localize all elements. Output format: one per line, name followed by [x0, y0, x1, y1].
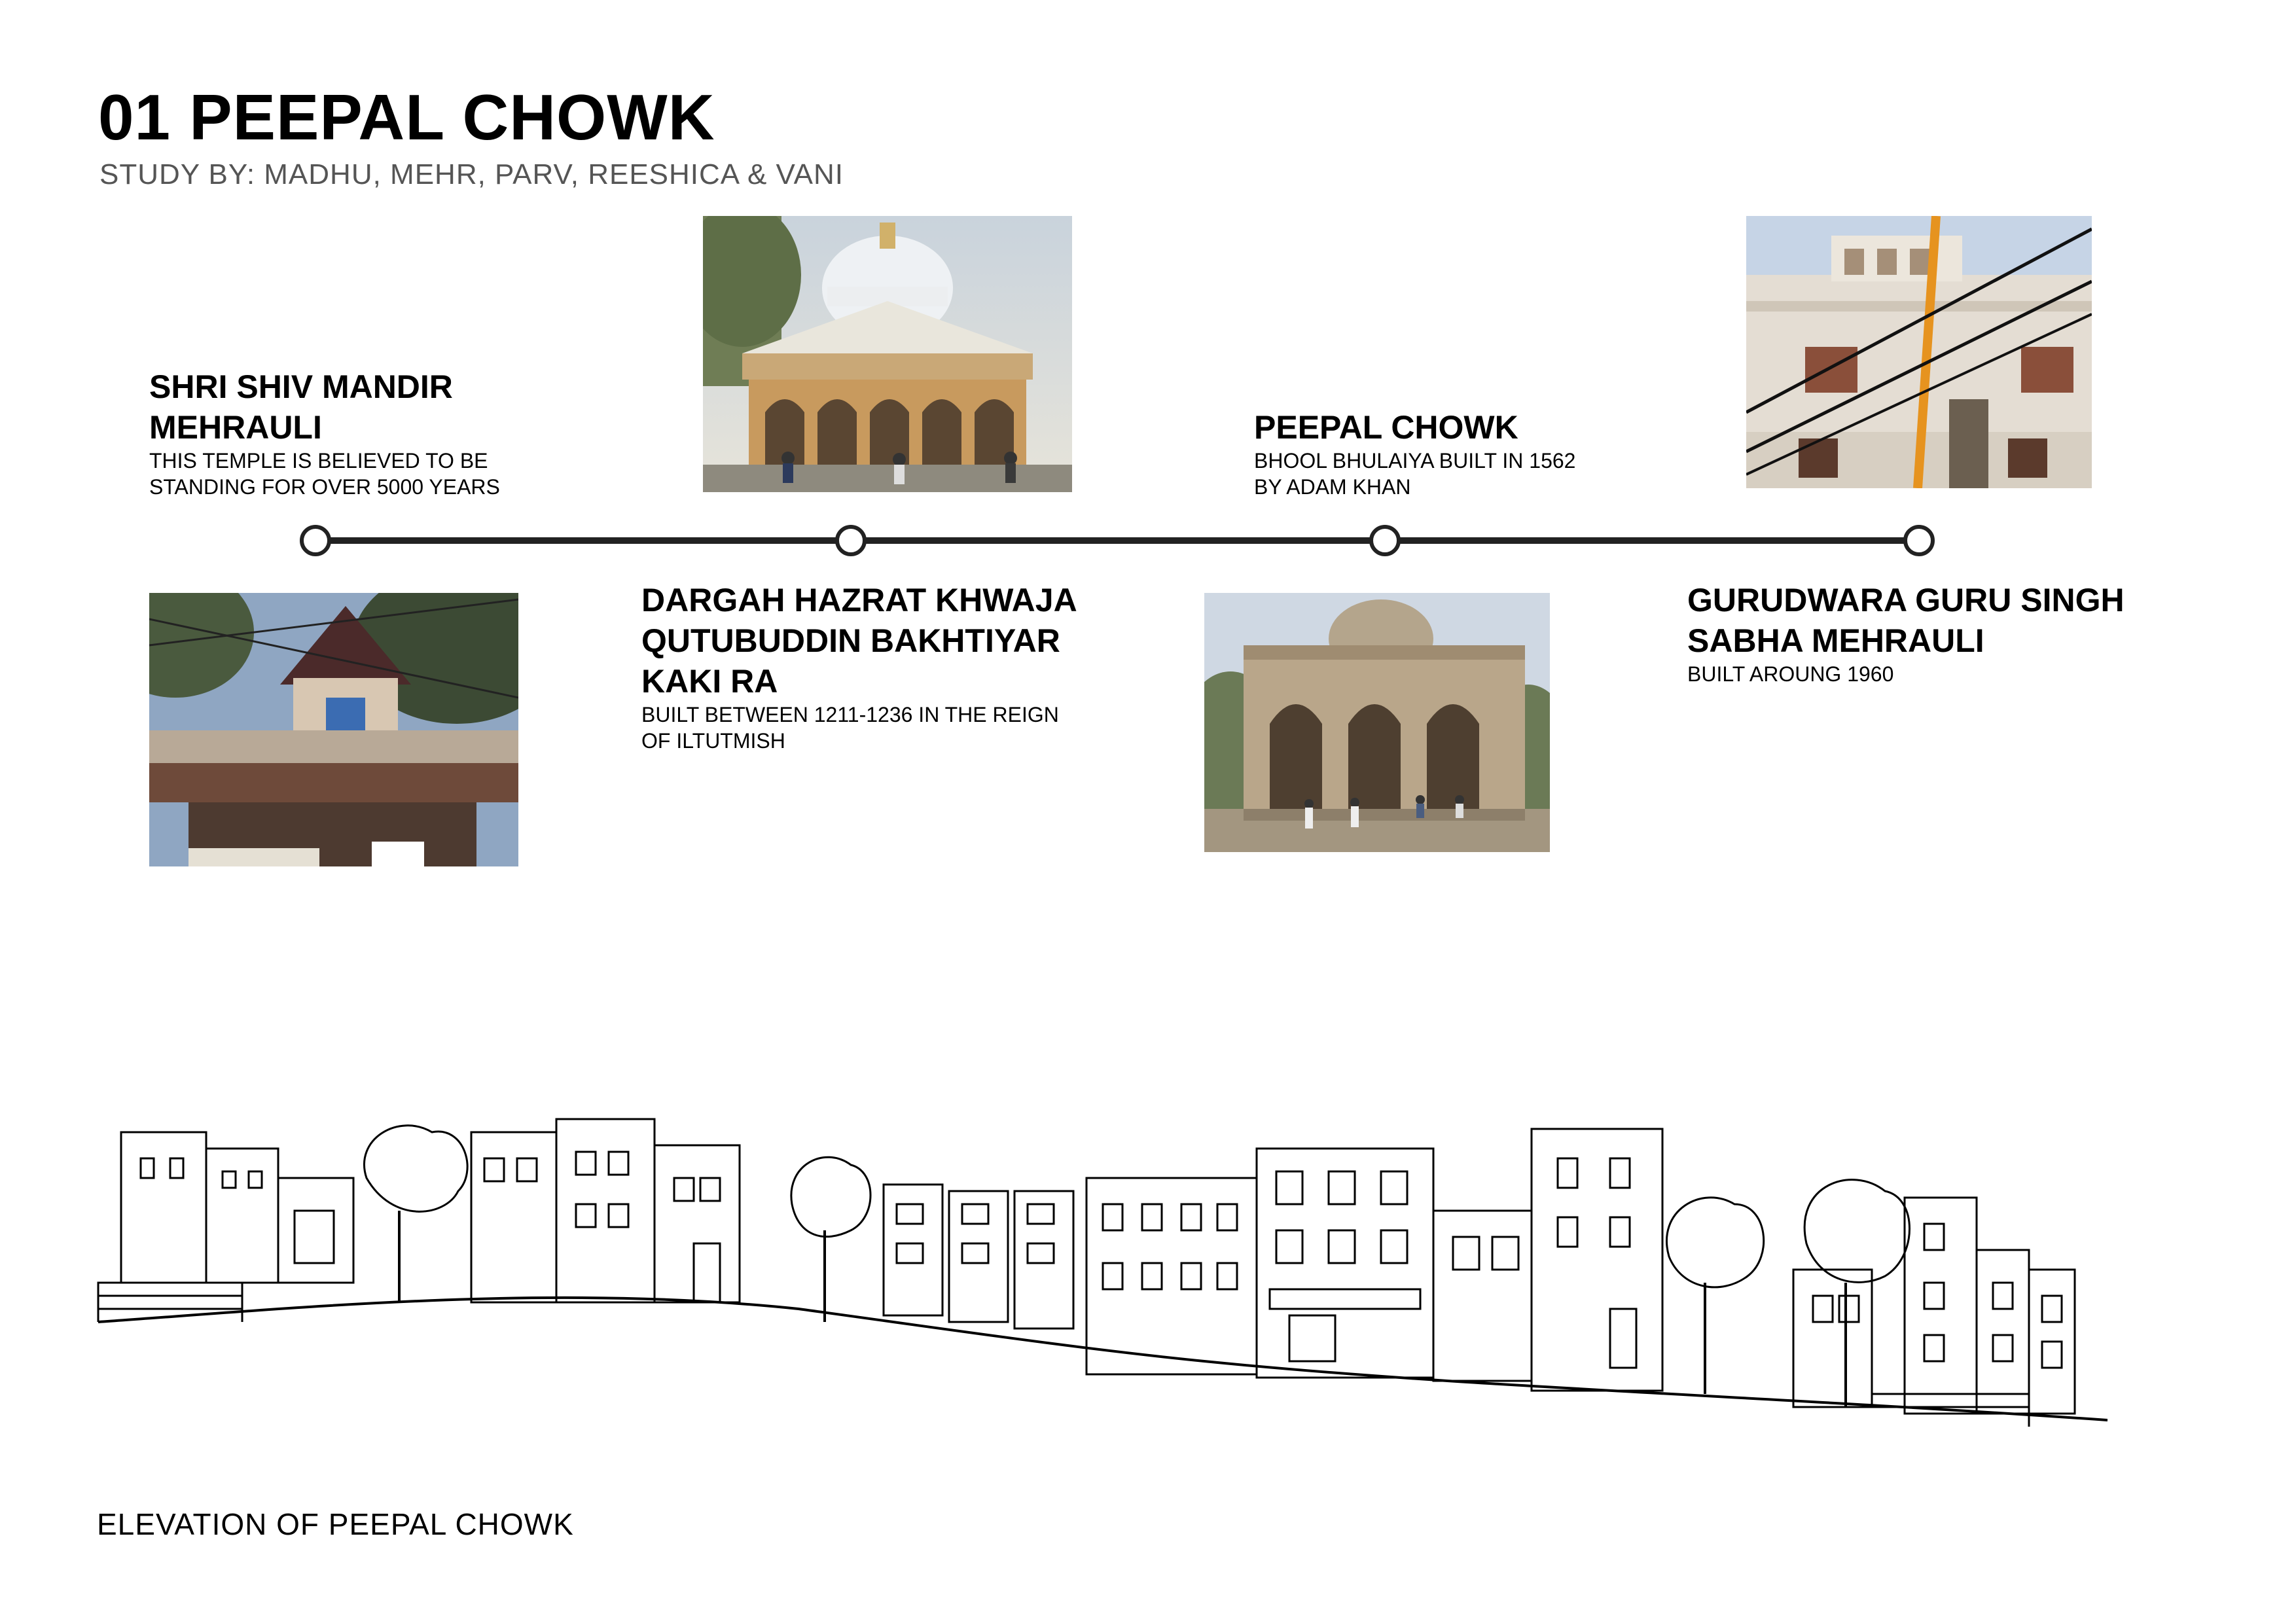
site-heading: SHRI SHIV MANDIR MEHRAULI: [149, 368, 453, 446]
timeline-node-dargah: [837, 527, 865, 554]
timeline-node-shiv-mandir: [302, 527, 329, 554]
timeline-node-peepal-chowk: [1371, 527, 1399, 554]
building: [121, 1132, 206, 1283]
dargah-photo: [703, 216, 1072, 492]
site-description: BUILT BETWEEN 1211-1236 IN THE REIGN OF ILTUTMISH: [641, 703, 1059, 753]
site-description: BUILT AROUNG 1960: [1687, 662, 1894, 686]
site-peepal-chowk-text: [1254, 407, 1575, 500]
timeline: [0, 510, 2296, 576]
elevation-caption: ELEVATION OF PEEPAL CHOWK: [97, 1507, 574, 1541]
site-description: THIS TEMPLE IS BELIEVED TO BE STANDING FOR OVER 5000 YEARS: [149, 449, 500, 499]
site-shiv-mandir-text: [149, 366, 500, 500]
site-gurudwara-text: [1687, 580, 2125, 687]
page-title: 01 PEEPAL CHOWK: [98, 81, 715, 153]
gurudwara-photo: [1746, 216, 2092, 488]
site-dargah-text: [641, 580, 1077, 754]
site-heading: PEEPAL CHOWK: [1254, 409, 1518, 446]
site-description: BHOOL BHULAIYA BUILT IN 1562 BY ADAM KHAN: [1254, 449, 1576, 499]
site-heading: GURUDWARA GURU SINGH SABHA MEHRAULI: [1687, 582, 2125, 659]
shiv-mandir-photo: [149, 593, 518, 866]
peepal-chowk-photo: [1204, 593, 1550, 852]
elevation-drawing: [92, 1086, 2108, 1440]
timeline-node-gurudwara: [1905, 527, 1933, 554]
site-heading: DARGAH HAZRAT KHWAJA QUTUBUDDIN BAKHTIYAR KAKI RA: [641, 582, 1077, 700]
page-subtitle: STUDY BY: MADHU, MEHR, PARV, REESHICA & VANI: [99, 158, 844, 190]
